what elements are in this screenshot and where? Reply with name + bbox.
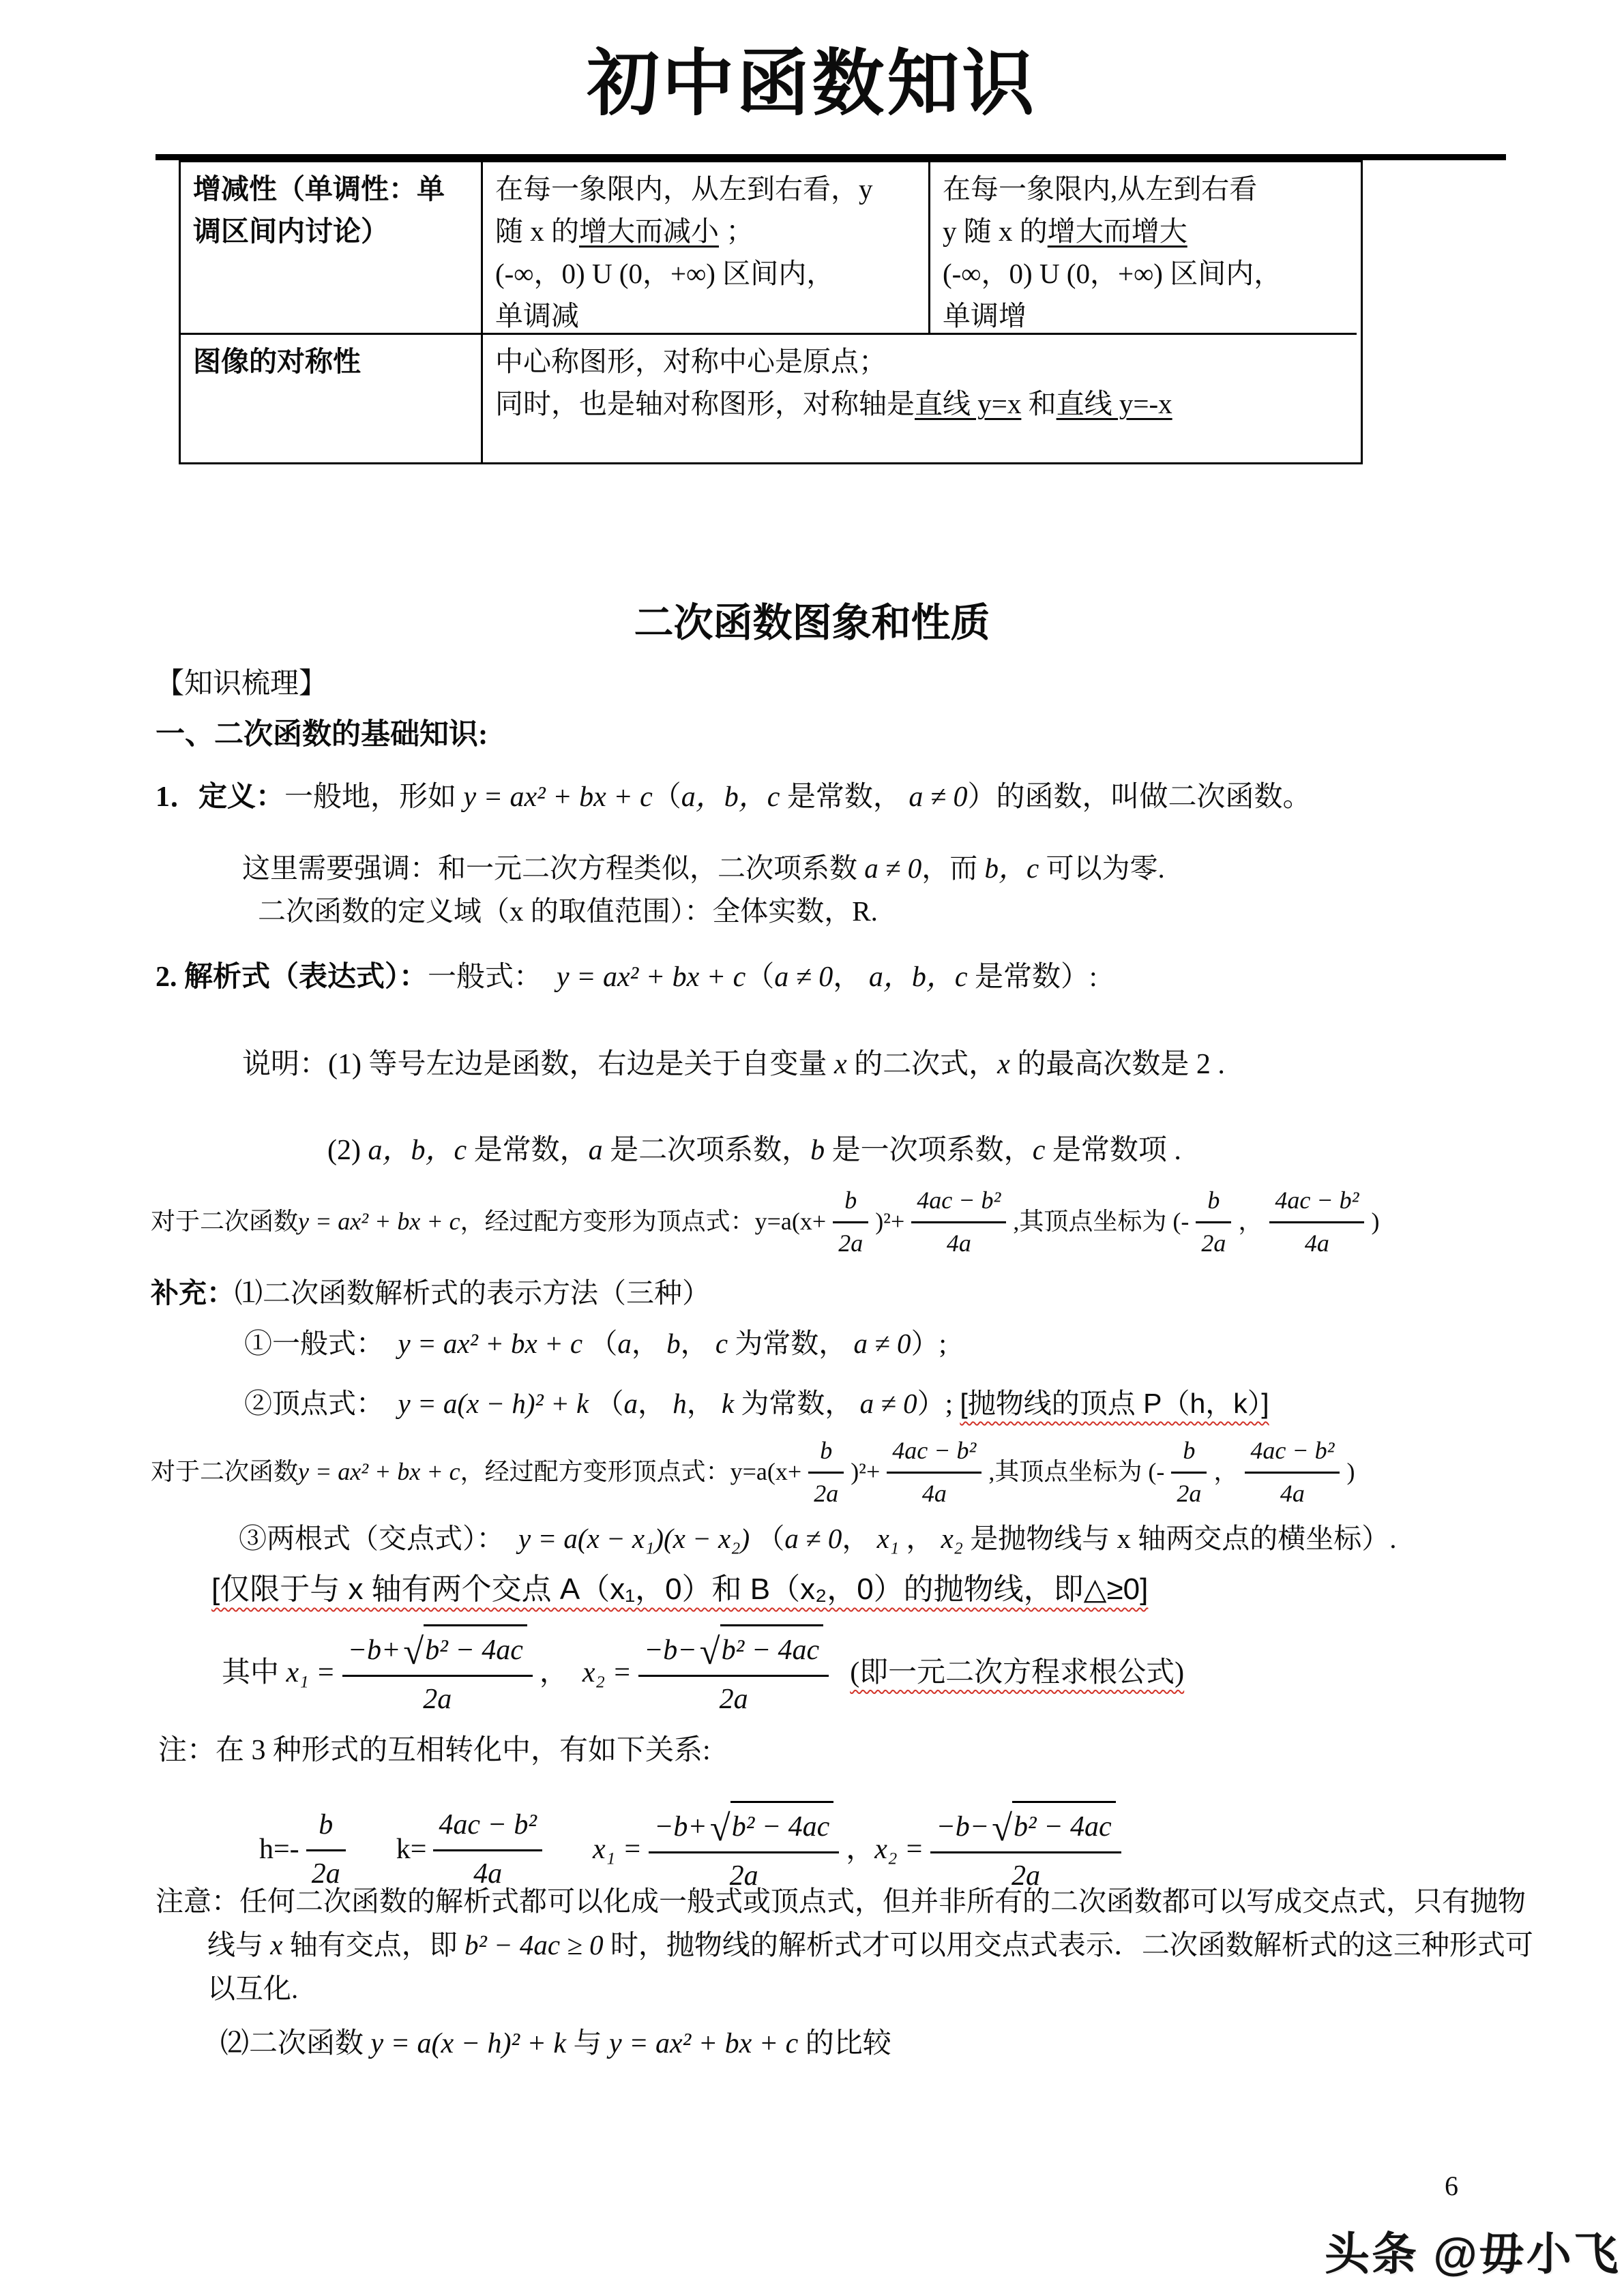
general-form-line: ①一般式： y = ax² + bx + c （a， b， c 为常数， a ≠ 0）; [244, 1328, 947, 1359]
note3-line: 注：在 3 种形式的互相转化中，有如下关系: [158, 1735, 711, 1766]
hk-relations-line: h=- $\frac{b}{2a}$ k= $\frac{\text{4ac − b²}}{4a}$ x₁ = −b+ √ b² − 4ac 2a ， x₂ = −b− √ b² − 4ac 2a [259, 1788, 1128, 1911]
properties-table [179, 160, 1363, 464]
supplement-line: 补充：⑴二次函数解析式的表示方法（三种） [151, 1277, 710, 1309]
vertex-form-line-1: 对于二次函数 y = ax² + bx + c ，经过配方变形为顶点式：y=a(x+ $\frac{b}{2a}$ )²+ $\frac{\text{4ac − b²}}{4a}$ ,其顶点坐标为 (- $\frac{b}{2a}$ ， $\frac{\text{4ac − b²}}{4a}$ ) [151, 1170, 1379, 1272]
vertex-form-line-2: 对于二次函数 y = ax² + bx + c ，经过配方变形顶点式：y=a(x+ $\frac{b}{2a}$ )²+ $\frac{\text{4ac − b²}}{4a}$ ,其顶点坐标为 (- $\frac{b}{2a}$ ， $\frac{\text{4ac − b²}}{4a}$ ) [151, 1420, 1355, 1523]
two-root-form-line: ③两根式（交点式）： y = a(x − x₁)(x − x₂) （a ≠ 0， x₁ ， x₂ 是抛物线与 x 轴两交点的横坐标）. [239, 1523, 1397, 1554]
domain-line: 二次函数的定义域（x 的取值范围）：全体实数，R. [258, 895, 878, 927]
doc-title: 初中函数知识 [587, 44, 1037, 124]
part1-title: 一、二次函数的基础知识: [156, 719, 488, 751]
header-rule [156, 154, 1506, 160]
vertex-form-label-line: ②顶点式： y = a(x − h)² + k （a， h， k 为常数， a ≠ 0）; [抛物线的顶点 P（h，k）] [244, 1388, 1269, 1419]
compare-line: ⑵二次函数 y = a(x − h)² + k 与 y = ax² + bx + c 的比较 [220, 2028, 891, 2059]
restriction-line: [仅限于与 x 轴有两个交点 A（x₁，0）和 B（x₂，0）的抛物线，即△≥0] [211, 1572, 1149, 1606]
definition-line: 1．定义：一般地，形如 y = ax² + bx + c（a，b，c 是常数， a ≠ 0）的函数，叫做二次函数。 [156, 781, 1312, 813]
knowledge-tag: 【知识梳理】 [156, 668, 328, 700]
section-title: 二次函数图象和性质 [634, 601, 990, 645]
page-number: 6 [1445, 2171, 1458, 2201]
watermark: 头条 @毋小飞 [1325, 2228, 1621, 2279]
caution-paragraph: 注意：任何二次函数的解析式都可以化成一般式或顶点式，但并非所有的二次函数都可以写成交点式，只有抛物线与 x 轴有交点，即 b² − 4ac ≥ 0 时，抛物线的解析式才可以用交点式表示．二次函数解析式的这三种形式可以互化. [156, 1885, 1533, 2004]
table-row1-col3: 在每一象限内,从左到右看 y 随 x 的增大而增大 (-∞，0) U (0，+∞) 区间内， 单调增 [928, 162, 1357, 333]
table-row1-col2: 在每一象限内，从左到右看，y 随 x 的增大而减小 ； (-∞，0) U (0，+∞) 区间内， 单调减 [481, 162, 928, 333]
note1-line: 说明：(1) 等号左边是函数，右边是关于自变量 x 的二次式，x 的最高次数是 2 . [242, 1049, 1225, 1080]
roots-formula-line: 其中 x₁ = −b+ √ b² − 4ac 2a ， x₂ = −b− √ b² − 4ac 2a (即一元二次方程求根公式) [222, 1615, 1184, 1731]
emphasis-line: 这里需要强调：和一元二次方程类似，二次项系数 a ≠ 0，而 b，c 可以为零. [242, 852, 1165, 884]
analytic-line: 2. 解析式（表达式）：一般式： y = ax² + bx + c（a ≠ 0， a，b，c 是常数）: [156, 961, 1097, 993]
table-row2-body: 中心称图形，对称中心是原点； 同时，也是轴对称图形，对称轴是直线 y=x 和直线 y=-x [481, 333, 1357, 462]
table-row1-header: 增减性（单调性：单调区间内讨论） [193, 173, 445, 247]
table-row2-header: 图像的对称性 [181, 333, 481, 462]
note2-line: (2) a，b，c 是常数，a 是二次项系数，b 是一次项系数，c 是常数项 . [327, 1135, 1181, 1166]
